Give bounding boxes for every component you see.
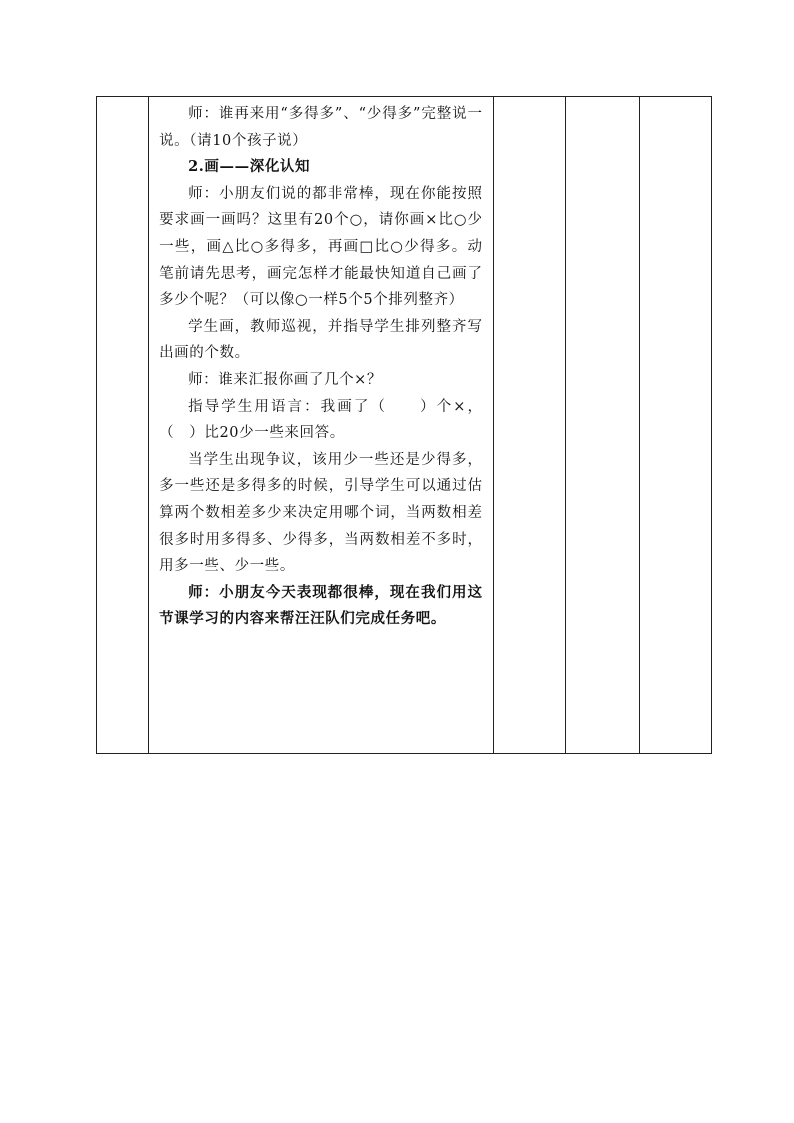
table-cell-teaching-process <box>149 97 494 754</box>
lesson-plan-table <box>96 96 712 754</box>
paragraph-teacher-question: 师：谁来汇报你画了几个×？ <box>188 371 383 388</box>
paragraph-teacher-prompt: 师：谁再来用“多得多”、“少得多”完整说一说。（请10个孩子说） <box>159 106 483 149</box>
table-cell-empty-4 <box>565 97 639 754</box>
table-cell-empty-3 <box>493 97 565 754</box>
table-row <box>97 97 712 754</box>
paragraph-drawing-task: 师：小朋友们说的都非常棒，现在你能按照要求画一画吗？这里有20个○，请你画×比○少一些，画△比○多得多，再画□比○少得多。动笔前请先思考，画完怎样才能最快知道自己画了多少个呢？（可以像○一样5个5个排列整齐） <box>159 185 483 309</box>
section-heading-draw: 2.画——深化认知 <box>188 158 311 176</box>
teaching-content <box>149 97 493 633</box>
table-cell-empty-5 <box>639 97 711 754</box>
paragraph-language-guide: 指导学生用语言：我画了（ ）个×，（ ）比20少一些来回答。 <box>159 398 483 442</box>
paragraph-dispute-guidance: 当学生出现争议，该用少一些还是少得多，多一些还是多得多的时候，引导学生可以通过估算两个数相差多少来决定用哪个词，当两数相差很多时用多得多、少得多，当两数相差不多时，用多一些、少一些。 <box>159 451 483 575</box>
table-cell-left-empty <box>97 97 149 754</box>
paragraph-teacher-conclusion: 师：小朋友今天表现都很棒，现在我们用这节课学习的内容来帮汪汪队们完成任务吧。 <box>159 583 483 628</box>
paragraph-student-drawing: 学生画，教师巡视，并指导学生排列整齐写出画的个数。 <box>159 318 483 362</box>
